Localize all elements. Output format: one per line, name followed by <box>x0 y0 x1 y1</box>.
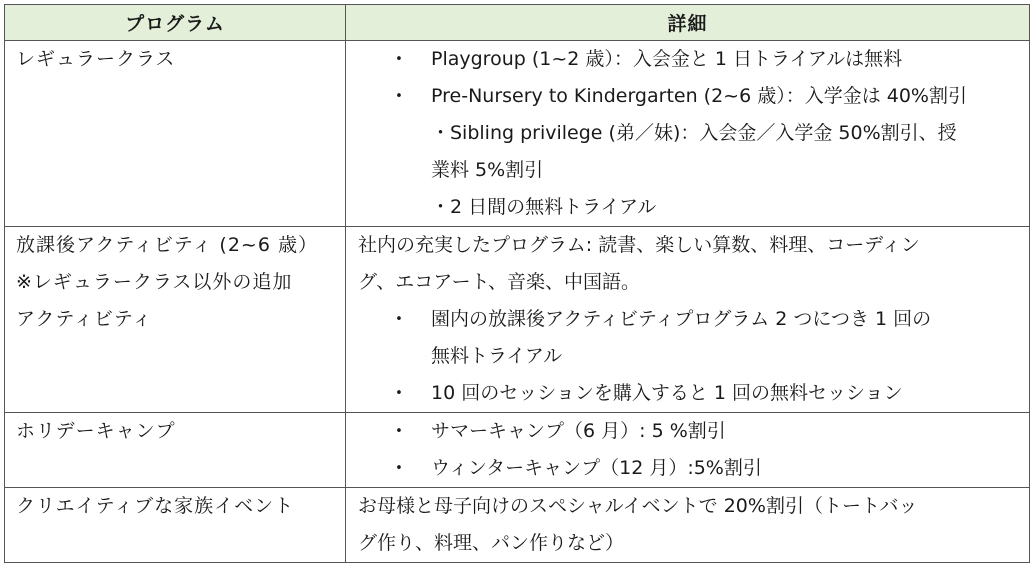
header-details: 詳細 <box>346 5 1030 41</box>
table-row <box>5 227 1030 413</box>
detail-text: お母様と母子向けのスペシャルイベントで 20%割引（トートバッ <box>358 495 918 517</box>
program-table <box>4 4 1030 563</box>
details-cell <box>346 413 1030 488</box>
program-cell <box>5 227 346 413</box>
program-note: ※レギュラークラス以外の追加 <box>16 271 293 293</box>
details-cell <box>346 488 1030 563</box>
sub-item-text: ・Sibling privilege (弟／妹)：入会金／入学金 50%割引、授 <box>431 122 957 144</box>
list-item-continuation: 無料トライアル <box>431 345 563 367</box>
list-item <box>358 450 1021 487</box>
program-cell <box>5 488 346 563</box>
table-row <box>5 488 1030 563</box>
details-cell <box>346 227 1030 413</box>
bullet-icon: • <box>395 461 403 476</box>
sub-item-text: ・2 日間の無料トライアル <box>431 196 657 218</box>
bullet-icon: • <box>395 89 403 104</box>
program-cell <box>5 41 346 227</box>
intro-text: グ、エコアート、音楽、中国語。 <box>358 271 640 293</box>
list-item-text: 10 回のセッションを購入すると 1 回の無料セッション <box>431 382 903 404</box>
bullet-icon: • <box>395 424 403 439</box>
detail-text: グ作り、料理、パン作りなど） <box>358 532 625 554</box>
sub-item-text: 業料 5%割引 <box>431 159 544 181</box>
program-name: レギュラークラス <box>16 48 176 70</box>
table-row <box>5 413 1030 488</box>
list-item <box>358 413 1021 450</box>
table-row <box>5 41 1030 227</box>
list-item-text: 園内の放課後アクティビティプログラム 2 つにつき 1 回の <box>431 308 932 330</box>
program-table-container <box>4 4 1029 563</box>
program-name: ホリデーキャンプ <box>16 420 176 442</box>
list-item-text: Pre-Nursery to Kindergarten (2~6 歳）：入学金は 40%割引 <box>431 85 967 107</box>
list-item-text: Playgroup (1~2 歳）：入会金と 1 日トライアルは無料 <box>431 48 903 70</box>
bullet-icon: • <box>395 386 403 401</box>
bullet-icon: • <box>395 52 403 67</box>
list-item <box>358 78 1021 115</box>
bullet-icon: • <box>395 312 403 327</box>
header-program: プログラム <box>5 5 346 41</box>
list-item-text: ウィンターキャンプ（12 月）:5%割引 <box>431 457 762 479</box>
list-item <box>358 375 1021 412</box>
program-note: アクティビティ <box>16 308 153 330</box>
program-name: 放課後アクティビティ (2~6 歳） <box>16 234 318 256</box>
intro-text: 社内の充実したプログラム: 読書、楽しい算数、料理、コーディン <box>358 234 920 256</box>
details-cell <box>346 41 1030 227</box>
list-item <box>358 301 1021 338</box>
table-header-row <box>5 5 1030 41</box>
list-item <box>358 41 1021 78</box>
list-item-text: サマーキャンプ（6 月）: 5 %割引 <box>431 420 726 442</box>
program-name: クリエイティブな家族イベント <box>16 495 295 517</box>
program-cell <box>5 413 346 488</box>
